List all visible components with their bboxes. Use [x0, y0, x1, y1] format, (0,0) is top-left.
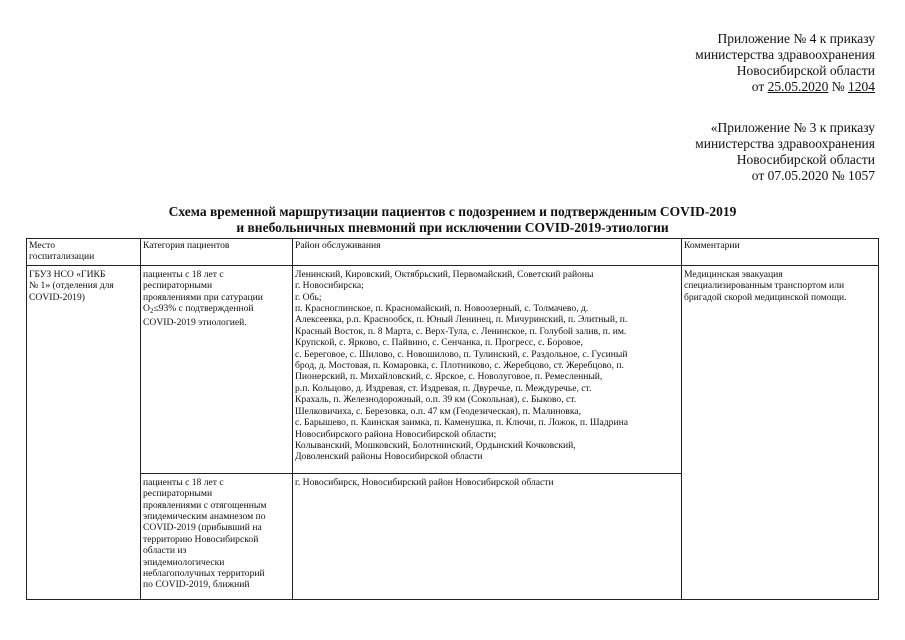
appendix-4-line-2: министерства здравоохранения: [695, 47, 875, 62]
table-header-row: [27, 239, 879, 266]
document-title-line-2: и внебольничных пневмоний при исключении COVID-2019-этиологии: [236, 220, 669, 235]
appendix-3-line-2: министерства здравоохранения: [695, 136, 875, 151]
appendix-4-line-3: Новосибирской области: [736, 63, 875, 78]
table-row: [27, 265, 879, 473]
routing-table: [26, 238, 879, 600]
column-header-comment: Комментарии: [682, 239, 879, 266]
column-header-category: Категория пациентов: [141, 239, 293, 266]
cell-service-area: г. Новосибирск, Новосибирский район Новосибирской области: [293, 473, 682, 599]
document-title-line-1: Схема временной маршрутизации пациентов с подозрением и подтвержденным COVID-2019: [168, 204, 737, 219]
order-date: 25.05.2020: [767, 79, 829, 94]
appendix-4-order-line: [695, 79, 875, 95]
appendix-3-line-1: «Приложение № 3 к приказу: [710, 120, 875, 135]
appendix-4-line-1: Приложение № 4 к приказу: [717, 31, 875, 46]
column-header-area: Район обслуживания: [293, 239, 682, 266]
appendix-3-line-3: Новосибирской области: [736, 152, 875, 167]
cell-service-area: Ленинский, Кировский, Октябрьский, Первомайский, Советский районы г. Новосибирска; г. Обь; п. Краснoглинское, п. Красномайский, п. Новоозерный, с. Толмачево, д. Алексеевка, р.п. Краснообск, п. Юный Ленинец, п. Мичуринский, п. Элитный, п. Красный Восток, п. 8 Марта, с. Верх-Тула, с. Ленинское, п. Голубой залив, п. им. Крупской, с. Ярково, с. Пайвино, с. Сенчанка, п. Прогресс, с. Боровое, с. Береговое, с. Шилово, с. Новошилово, п. Тулинский, с. Раздольное, с. Гусиный брод, д. Мостовая, п. Комаровка, с. Плотниково, с. Жеребцово, ст. Жеребцово, п. Пионерский, п. Михайловский, с. Ярское, с. Новолуговое, п. Ремесленный, р.п. Кольцово, д. Издревая, ст. Издревая, п. Двуречье, п. Междуречье, ст. Крахаль, п. Железнодорожный, о.п. 39 км (Сокольная), с. Быково, ст. Шелковичиха, с. Березовка, о.п. 47 км (Геодезическая), п. Малиновка, с. Барышево, п. Каинская заимка, п. Каменушка, п. Ключи, п. Ложок, п. Шадрина Новосибирского района Новосибирской области; Колыванский, Мошковский, Болотнинский, Ордынский Кочковский, Доволенский районы Новосибирской области: [293, 265, 682, 473]
order-from-prefix: от: [751, 79, 768, 94]
order-number-prefix: №: [828, 79, 848, 94]
document-title: [0, 204, 905, 236]
cell-patient-category: пациенты с 18 лет с респираторными проявлениями с отягощенным эпидемическим анамнезом по COVID-2019 (прибывший на территорию Новосибирской области из эпидемиологически неблагополучных территорий по COVID-2019, ближний: [141, 473, 293, 599]
appendix-3-header: [695, 120, 875, 184]
appendix-4-header: [695, 31, 875, 95]
cell-comment: Медицинская эвакуация специализированным транспортом или бригадой скорой медицинской помощи.: [682, 265, 879, 599]
order-number: 1204: [848, 79, 875, 94]
cell-patient-category: пациенты с 18 лет с респираторными проявлениями при сатурации $O_2\le 93\%$ с подтвержденной COVID-2019 этиологией.: [141, 265, 293, 473]
appendix-3-line-4: от 07.05.2020 № 1057: [751, 168, 875, 183]
cell-hospital-place: ГБУЗ НСО «ГИКБ № 1» (отделения для COVID-2019): [27, 265, 141, 599]
column-header-place: Место госпитализации: [27, 239, 141, 266]
